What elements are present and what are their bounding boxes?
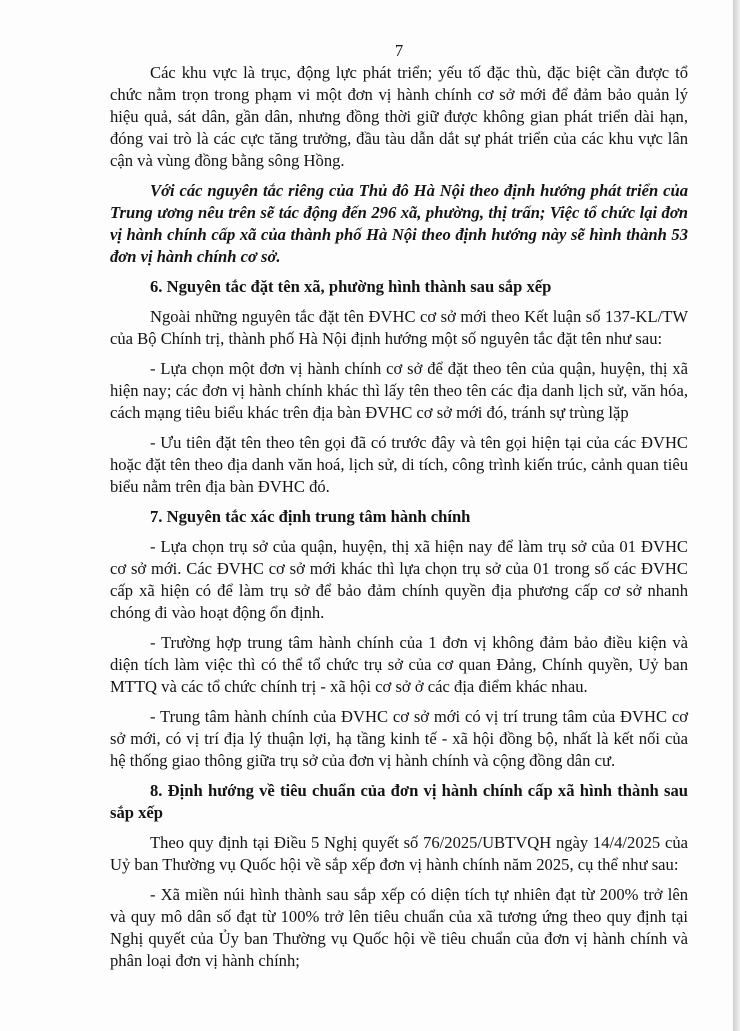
section-6-paragraph: - Ưu tiên đặt tên theo tên gọi đã có trước đây và tên gọi hiện tại của các ĐVHC hoặc đặt tên theo địa danh văn hoá, lịch sử, di tích, công trình kiến trúc, cảnh quan tiêu biểu nằm trên địa bàn ĐVHC đó. (110, 433, 688, 496)
section-6-paragraph: Ngoài những nguyên tắc đặt tên ĐVHC cơ sở mới theo Kết luận số 137-KL/TW của Bộ Chính trị, thành phố Hà Nội định hướng một số nguyên tắc đặt tên như sau: (110, 307, 688, 348)
section-6-paragraph: - Lựa chọn một đơn vị hành chính cơ sở để đặt theo tên của quận, huyện, thị xã hiện nay; các đơn vị hành chính khác thì lấy tên theo tên các địa danh lịch sử, văn hóa, cách mạng tiêu biểu khác trên địa bàn ĐVHC cơ sở mới đó, tránh sự trùng lặp (110, 359, 688, 422)
summary-paragraph: Với các nguyên tắc riêng của Thủ đô Hà Nội theo định hướng phát triển của Trung ương nêu trên sẽ tác động đến 296 xã, phường, thị trấn; Việc tổ chức lại đơn vị hành chính cấp xã của thành phố Hà Nội theo định hướng này sẽ hình thành 53 đơn vị hành chính cơ sở. (110, 181, 688, 266)
section-8-heading: 8. Định hướng về tiêu chuẩn của đơn vị hành chính cấp xã hình thành sau sắp xếp (110, 781, 688, 822)
section-7-heading: 7. Nguyên tắc xác định trung tâm hành chính (150, 507, 471, 526)
section-8-paragraph: Theo quy định tại Điều 5 Nghị quyết số 76/2025/UBTVQH ngày 14/4/2025 của Uỷ ban Thường vụ Quốc hội về sắp xếp đơn vị hành chính năm 2025, cụ thể như sau: (110, 833, 688, 874)
section-6-heading: 6. Nguyên tắc đặt tên xã, phường hình thành sau sắp xếp (150, 277, 552, 296)
intro-paragraph: Các khu vực là trục, động lực phát triển; yếu tố đặc thù, đặc biệt cần được tổ chức nằm trọn trong phạm vi một đơn vị hành chính cơ sở mới để đảm bảo quản lý hiệu quả, sát dân, gần dân, nhưng đồng thời giữ được không gian phát triển dài hạn, đóng vai trò là các cực tăng trưởng, đầu tàu dẫn dắt sự phát triển của các khu vực lân cận và vùng đồng bằng sông Hồng. (110, 63, 688, 170)
section-7-paragraph: - Trường hợp trung tâm hành chính của 1 đơn vị không đảm bảo điều kiện và diện tích làm việc thì có thể tổ chức trụ sở của cơ quan Đảng, Chính quyền, Uỷ ban MTTQ và các tổ chức chính trị - xã hội cơ sở ở các địa điểm khác nhau. (110, 633, 688, 696)
section-8-paragraph: - Xã miền núi hình thành sau sắp xếp có diện tích tự nhiên đạt từ 200% trở lên và quy mô dân số đạt từ 100% trở lên tiêu chuẩn của xã tương ứng theo quy định tại Nghị quyết của Ủy ban Thường vụ Quốc hội về tiêu chuẩn của đơn vị hành chính và phân loại đơn vị hành chính; (110, 885, 688, 970)
page-content (110, 40, 688, 980)
section-7-paragraph: - Trung tâm hành chính của ĐVHC cơ sở mới có vị trí trung tâm của ĐVHC cơ sở mới, có vị trí địa lý thuận lợi, hạ tầng kinh tế - xã hội đồng bộ, nhất là kết nối của hệ thống giao thông giữa trụ sở của đơn vị hành chính và cộng đồng dân cư. (110, 707, 688, 770)
page-number: 7 (394, 41, 404, 60)
page-edge (733, 0, 740, 1031)
section-7-paragraph: - Lựa chọn trụ sở của quận, huyện, thị xã hiện nay để làm trụ sở của 01 ĐVHC cơ sở mới. Các ĐVHC cơ sở mới khác thì lựa chọn trụ sở của 01 trong số các ĐVHC cấp xã hiện có để làm trụ sở để bảo đảm chính quyền địa phương cấp cơ sở nhanh chóng đi vào hoạt động ổn định. (110, 537, 688, 622)
